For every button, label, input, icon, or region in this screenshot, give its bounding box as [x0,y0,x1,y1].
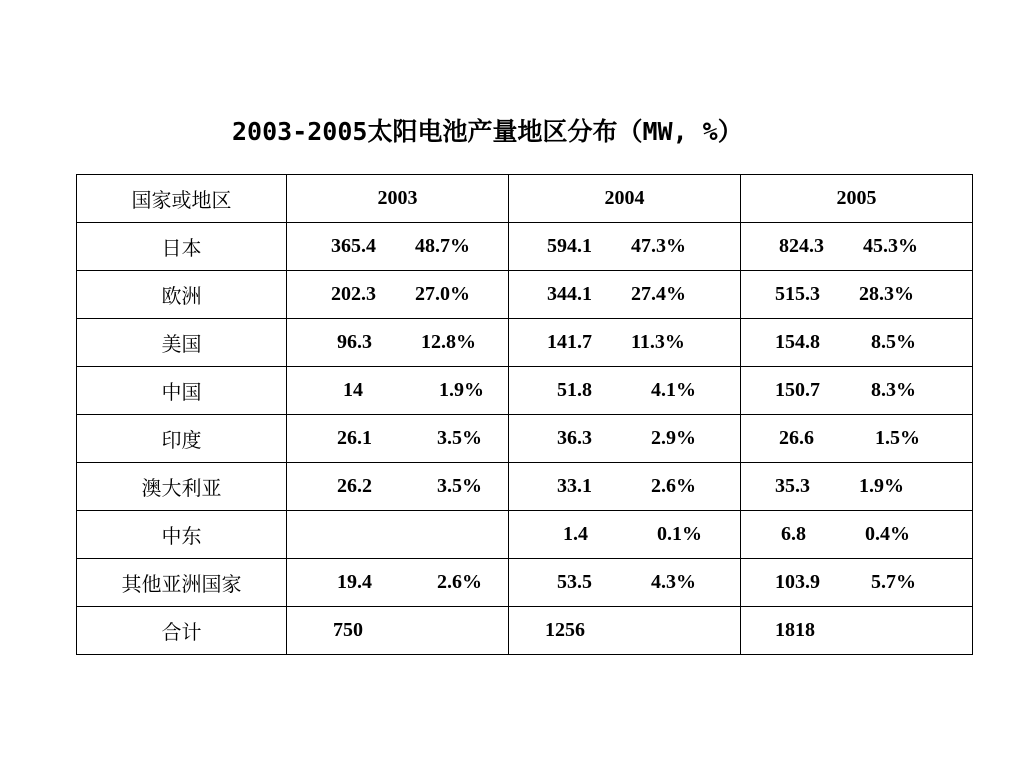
value-mw: 824.3 [779,235,824,257]
value-mw: 594.1 [547,235,592,257]
value-mw: 35.3 [775,475,810,497]
data-cell-2003 [287,463,509,511]
data-cell-2004 [509,463,741,511]
data-cell-2003 [287,511,509,559]
table-header-row [77,175,973,223]
table-row [77,367,973,415]
table-row [77,271,973,319]
value-mw: 141.7 [547,331,592,353]
value-percent: 5.7% [871,571,916,593]
data-cell-2005 [741,319,973,367]
data-cell-2003 [287,415,509,463]
page-title: 2003-2005太阳电池产量地区分布（MW, %） [232,117,743,146]
header-region: 国家或地区 [77,175,287,223]
table-body [77,175,973,655]
region-cell: 合计 [77,607,287,655]
value-percent: 8.3% [871,379,916,401]
value-percent: 8.5% [871,331,916,353]
value-mw: 202.3 [331,283,376,305]
value-mw: 365.4 [331,235,376,257]
data-cell-2005 [741,415,973,463]
region-cell: 澳大利亚 [77,463,287,511]
value-percent: 1.9% [859,475,904,497]
header-year-2004: 2004 [509,175,741,223]
region-cell: 日本 [77,223,287,271]
value-mw: 53.5 [557,571,592,593]
value-percent: 27.4% [631,283,686,305]
solar-production-table [76,174,973,655]
data-cell-2003: 750 [287,607,509,655]
data-cell-2004 [509,415,741,463]
region-cell: 其他亚洲国家 [77,559,287,607]
value-percent: 0.1% [657,523,702,545]
value-percent: 2.6% [651,475,696,497]
region-cell: 中国 [77,367,287,415]
table-row [77,415,973,463]
value-percent: 48.7% [415,235,470,257]
value-mw: 26.1 [337,427,372,449]
data-cell-2005 [741,559,973,607]
value-percent: 12.8% [421,331,476,353]
value-mw: 14 [343,379,363,401]
value-percent: 11.3% [631,331,685,353]
value-percent: 28.3% [859,283,914,305]
data-cell-2004: 1256 [509,607,741,655]
data-cell-2004 [509,367,741,415]
value-percent: 4.1% [651,379,696,401]
value-percent: 27.0% [415,283,470,305]
data-cell-2005 [741,511,973,559]
table-row [77,559,973,607]
data-cell-2005 [741,367,973,415]
value-mw: 26.2 [337,475,372,497]
data-cell-2005: 1818 [741,607,973,655]
value-percent: 4.3% [651,571,696,593]
data-cell-2004 [509,511,741,559]
region-cell: 中东 [77,511,287,559]
value-mw: 19.4 [337,571,372,593]
data-cell-2003 [287,319,509,367]
value-percent: 1.9% [439,379,484,401]
table-row [77,223,973,271]
data-cell-2004 [509,559,741,607]
value-percent: 1.5% [875,427,920,449]
data-cell-2005 [741,271,973,319]
table-row [77,463,973,511]
table-row [77,607,973,655]
region-cell: 印度 [77,415,287,463]
region-cell: 美国 [77,319,287,367]
value-mw: 1.4 [563,523,588,545]
header-year-2003: 2003 [287,175,509,223]
value-percent: 0.4% [865,523,910,545]
data-cell-2004 [509,319,741,367]
data-cell-2005 [741,463,973,511]
data-cell-2005 [741,223,973,271]
value-mw: 26.6 [779,427,814,449]
value-mw: 515.3 [775,283,820,305]
value-percent: 45.3% [863,235,918,257]
value-mw: 96.3 [337,331,372,353]
region-cell: 欧洲 [77,271,287,319]
value-percent: 3.5% [437,427,482,449]
data-cell-2004 [509,271,741,319]
value-mw: 51.8 [557,379,592,401]
value-mw: 150.7 [775,379,820,401]
data-cell-2004 [509,223,741,271]
value-mw: 344.1 [547,283,592,305]
value-mw: 36.3 [557,427,592,449]
data-cell-2003 [287,559,509,607]
value-mw: 33.1 [557,475,592,497]
value-percent: 3.5% [437,475,482,497]
value-mw: 154.8 [775,331,820,353]
value-mw: 103.9 [775,571,820,593]
table-row [77,511,973,559]
table-row [77,319,973,367]
value-percent: 47.3% [631,235,686,257]
data-cell-2003 [287,271,509,319]
value-percent: 2.6% [437,571,482,593]
value-percent: 2.9% [651,427,696,449]
value-mw: 6.8 [781,523,806,545]
data-cell-2003 [287,223,509,271]
header-year-2005: 2005 [741,175,973,223]
data-cell-2003 [287,367,509,415]
